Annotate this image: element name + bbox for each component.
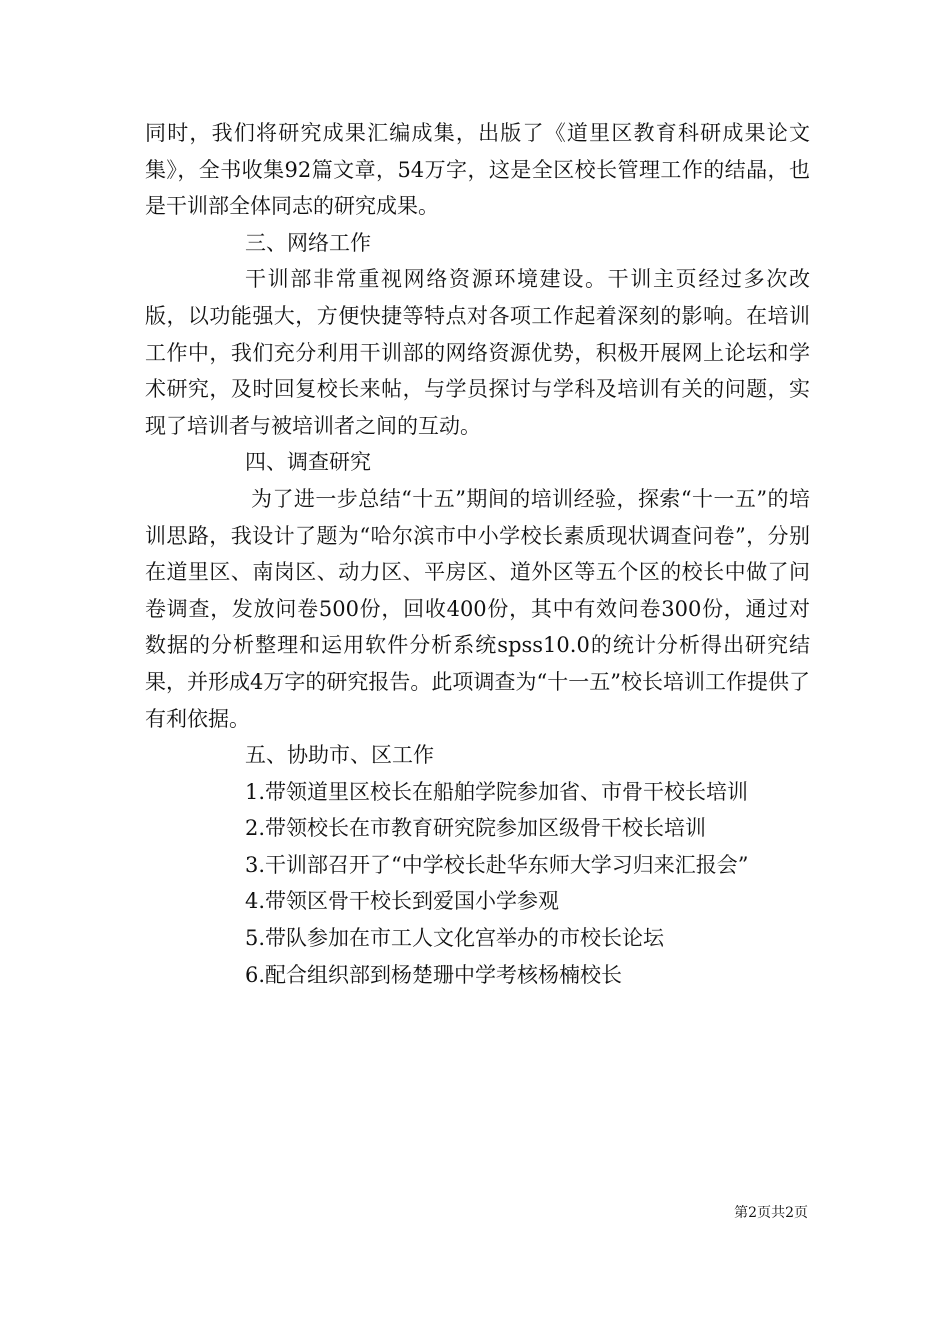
list-item: 2.带领校长在市教育研究院参加区级骨干校长培训 — [245, 816, 707, 841]
assist-work-list — [145, 774, 810, 994]
list-item: 3.干训部召开了“中学校长赴华东师大学习归来汇报会” — [245, 852, 749, 877]
heading-assist-city-district: 五、协助市、区工作 — [245, 743, 434, 768]
document-body — [145, 115, 810, 993]
page-number-footer: 第2页共2页 — [734, 1205, 808, 1221]
list-item: 6.配合组织部到杨楚珊中学考核杨楠校长 — [245, 962, 623, 987]
list-item: 1.带领道里区校长在船舶学院参加省、市骨干校长培训 — [245, 779, 749, 804]
heading-survey-research: 四、调查研究 — [245, 450, 371, 475]
list-item: 4.带领区骨干校长到爱国小学参观 — [245, 889, 560, 914]
paragraph-network-work: 干训部非常重视网络资源环境建设。干训主页经过多次改版，以功能强大，方便快捷等特点对各项工作起着深刻的影响。在培训工作中，我们充分利用干训部的网络资源优势，积极开展网上论坛和学术研究，及时回复校长来帖，与学员探讨与学科及培训有关的问题，实现了培训者与被培训者之间的互动。 — [145, 267, 810, 438]
paragraph-research-collection: 同时，我们将研究成果汇编成集，出版了《道里区教育科研成果论文集》，全书收集92篇文章，54万字，这是全区校长管理工作的结晶，也是干训部全体同志的研究成果。 — [145, 121, 810, 219]
heading-network-work: 三、网络工作 — [245, 230, 371, 255]
paragraph-survey-research: 为了进一步总结“十五”期间的培训经验，探索“十一五”的培训思路，我设计了题为“哈尔滨市中小学校长素质现状调查问卷”，分别在道里区、南岗区、动力区、平房区、道外区等五个区的校长中做了问卷调查，发放问卷500份，回收400份，其中有效问卷300份，通过对数据的分析整理和运用软件分析系统spss10.0的统计分析得出研究结果，并形成4万字的研究报告。此项调查为“十一五”校长培训工作提供了有利依据。 — [145, 486, 810, 731]
list-item: 5.带队参加在市工人文化宫举办的市校长论坛 — [245, 926, 665, 951]
